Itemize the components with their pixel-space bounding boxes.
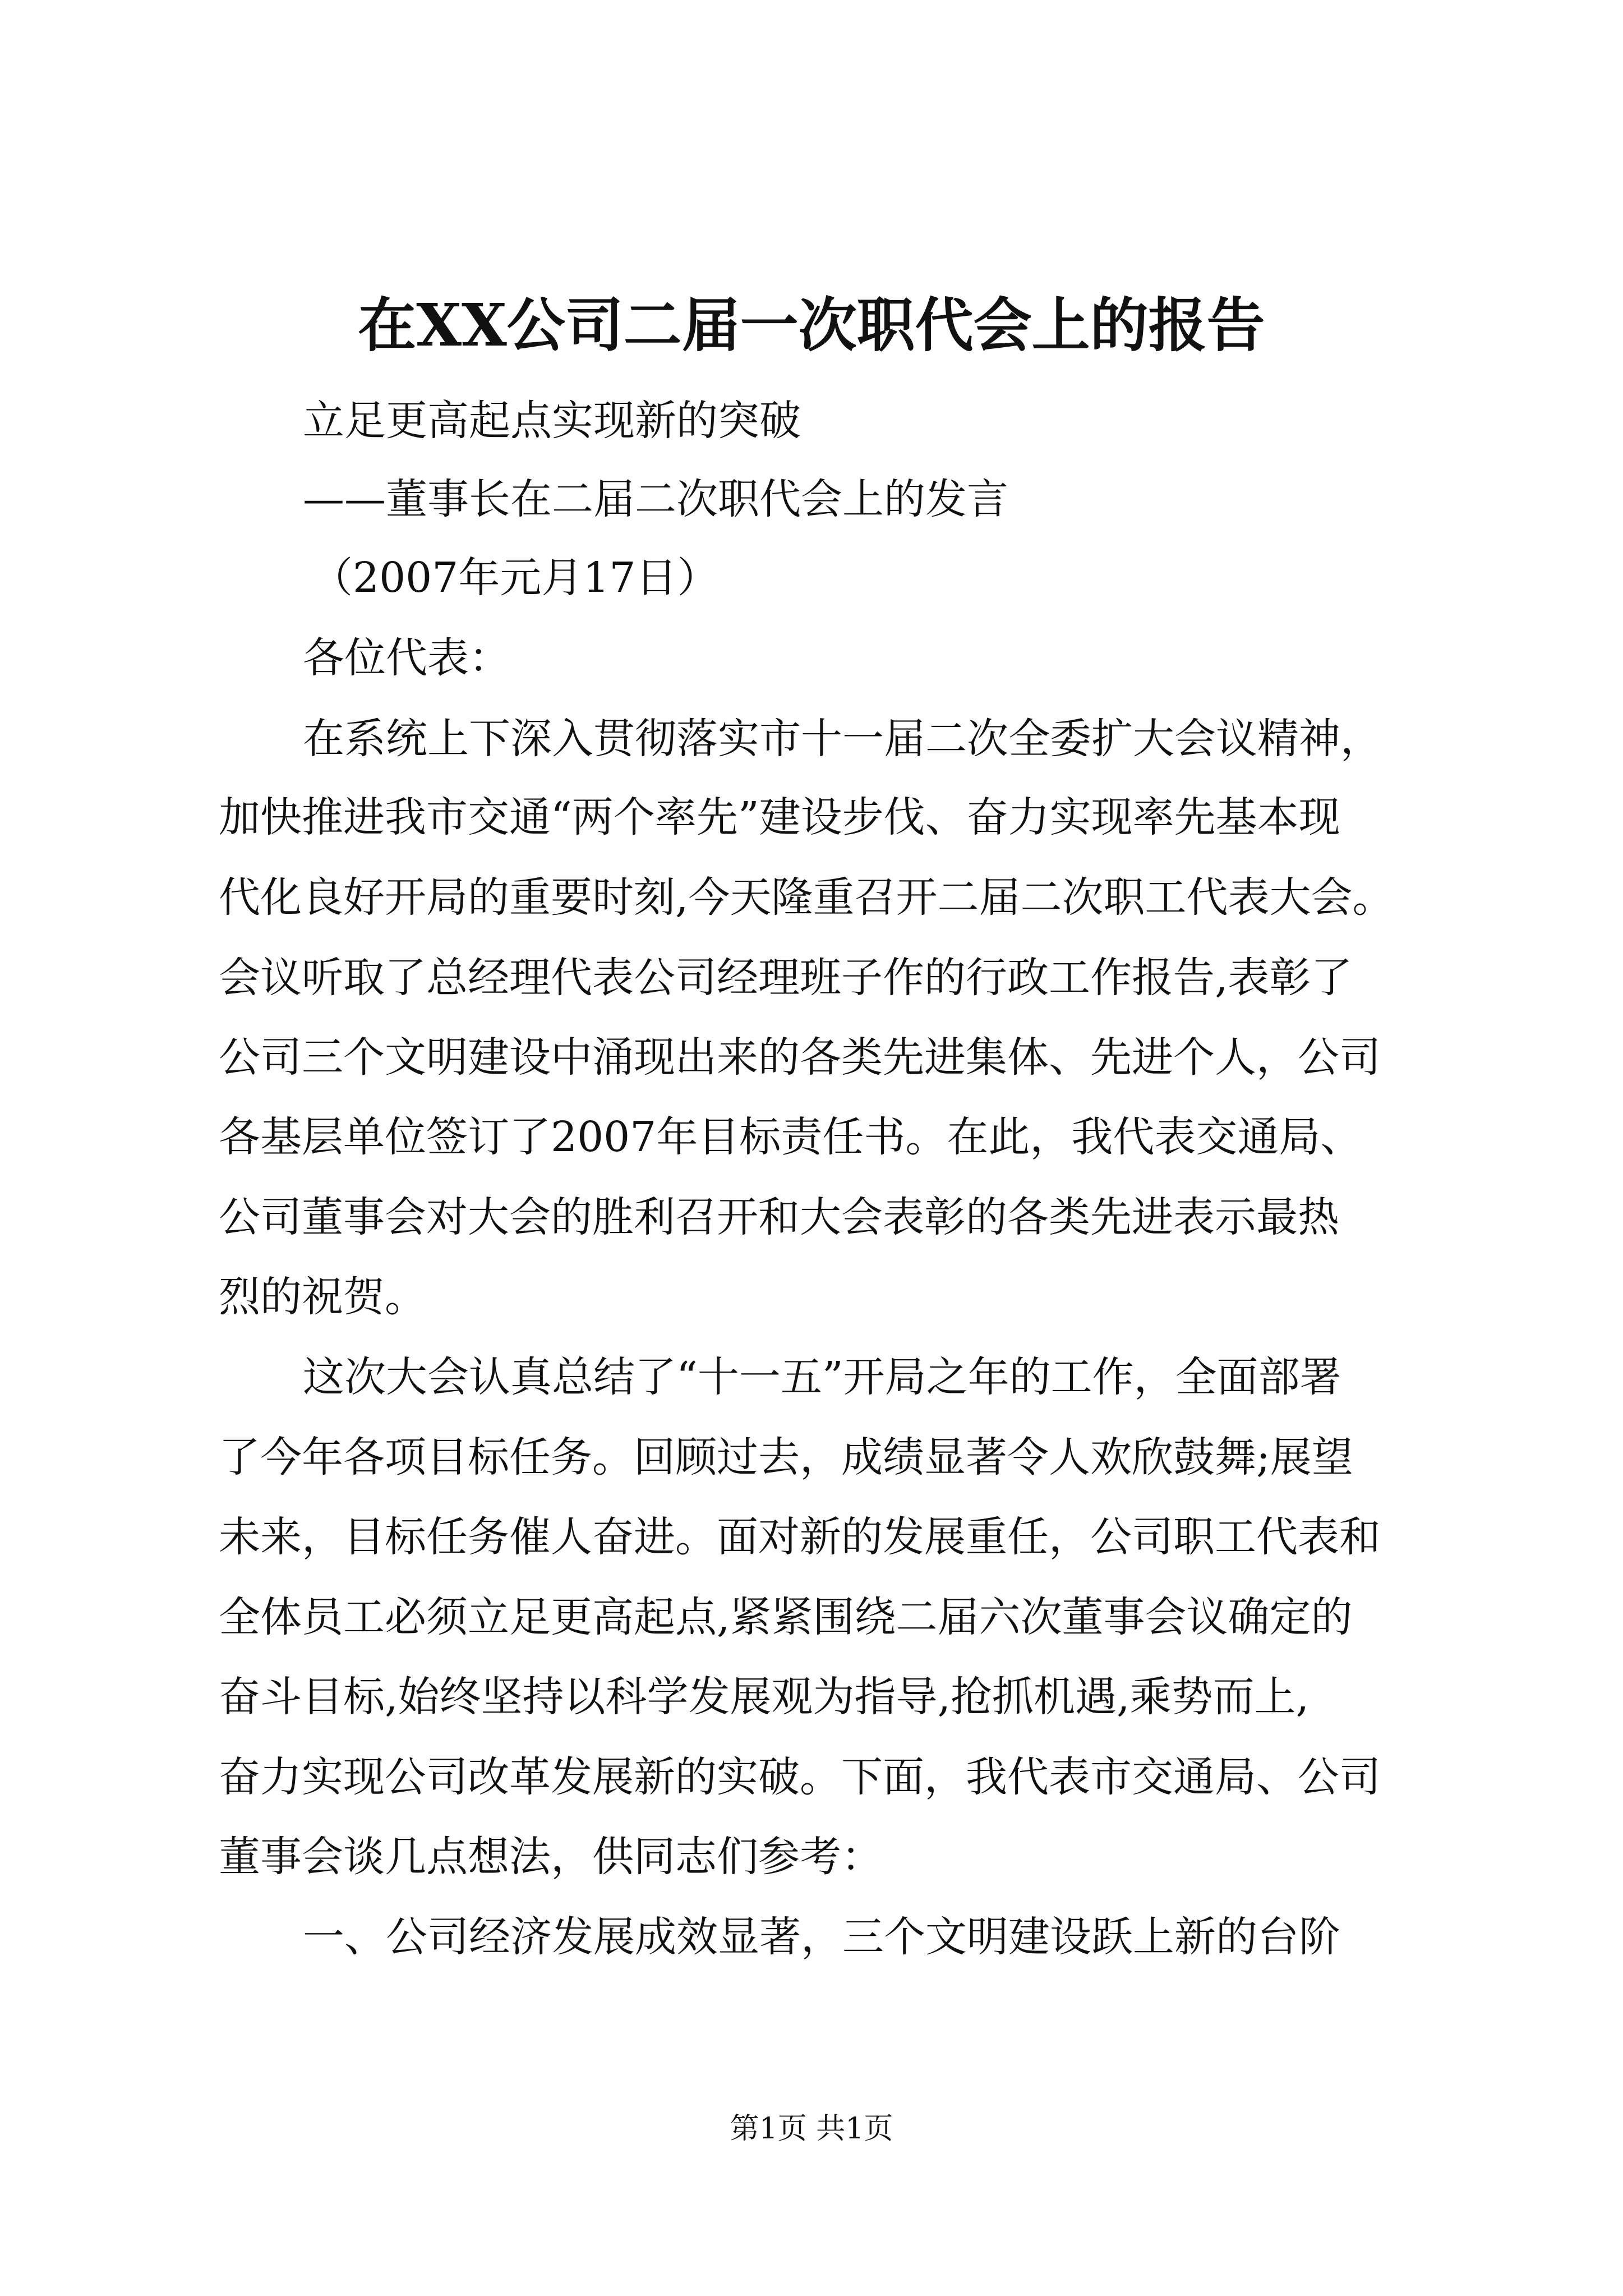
document-title: 在XX公司二届一次职代会上的报告 — [358, 291, 1265, 360]
paragraph1-line: 加快推进我市交通“两个率先”建设步伐、奋力实现率先基本现 — [219, 793, 1340, 841]
salutation: 各位代表： — [303, 634, 510, 682]
paragraph1-line: 公司董事会对大会的胜利召开和大会表彰的各类先进表示最热 — [219, 1193, 1339, 1241]
page-footer: 第1页 共1页 — [730, 2112, 893, 2146]
paragraph1-line: 在系统上下深入贯彻落实市十一届二次全委扩大会议精神， — [303, 715, 1382, 763]
paragraph2-line: 了今年各项目标任务。回顾过去，成绩显著令人欢欣鼓舞;展望 — [219, 1433, 1353, 1481]
paragraph2-line: 全体员工必须立足更高起点,紧紧围绕二届六次董事会议确定的 — [219, 1593, 1353, 1641]
paragraph2-line: 这次大会认真总结了“十一五”开局之年的工作，全面部署 — [303, 1353, 1341, 1401]
section-heading: 一、公司经济发展成效显著，三个文明建设跃上新的台阶 — [303, 1913, 1340, 1961]
paragraph1-line: 代化良好开局的重要时刻,今天隆重召开二届二次职工代表大会。 — [219, 873, 1394, 922]
speaker-line: ——董事长在二届二次职代会上的发言 — [303, 475, 1008, 523]
subtitle: 立足更高起点实现新的突破 — [303, 397, 801, 445]
paragraph2-line: 董事会谈几点想法，供同志们参考： — [219, 1833, 883, 1881]
paragraph2-line: 未来，目标任务催人奋进。面对新的发展重任，公司职工代表和 — [219, 1513, 1381, 1561]
paragraph1-line: 公司三个文明建设中涌现出来的各类先进集体、先进个人，公司 — [219, 1033, 1381, 1082]
paragraph1-line: 各基层单位签订了2007年目标责任书。在此，我代表交通局、 — [219, 1113, 1362, 1161]
paragraph2-line: 奋斗目标,始终坚持以科学发展观为指导,抢抓机遇,乘势而上, — [219, 1673, 1310, 1721]
paragraph1-line: 会议听取了总经理代表公司经理班子作的行政工作报告,表彰了 — [219, 954, 1353, 1002]
paragraph1-line: 烈的祝贺。 — [219, 1273, 426, 1321]
paragraph2-line: 奋力实现公司改革发展新的实破。下面，我代表市交通局、公司 — [219, 1753, 1381, 1801]
date-line: （2007年元月17日） — [311, 554, 719, 602]
